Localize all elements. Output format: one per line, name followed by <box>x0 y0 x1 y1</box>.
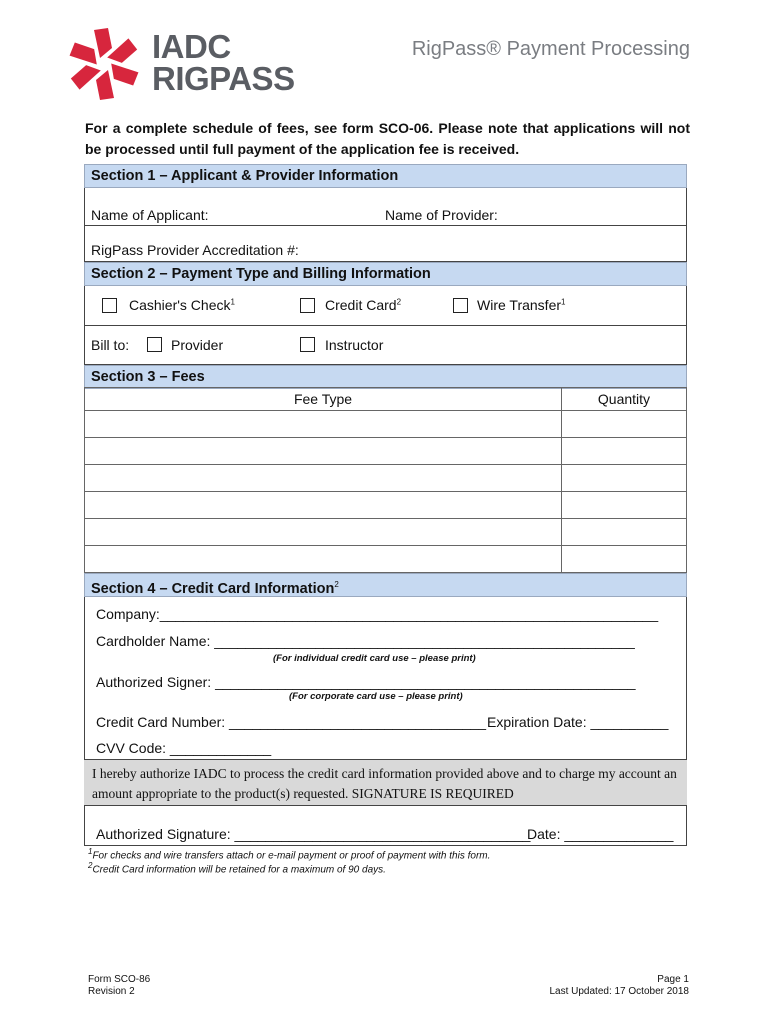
logo-text-rigpass: RIGPASS <box>152 60 295 97</box>
name-of-provider-field[interactable]: Name of Provider: <box>385 207 498 223</box>
wire-transfer-checkbox[interactable] <box>453 298 468 313</box>
signer-note: (For corporate card use – please print) <box>289 691 463 702</box>
iadc-logo-mark <box>66 26 142 102</box>
fees-row <box>85 438 687 465</box>
last-updated: Last Updated: 17 October 2018 <box>549 986 689 997</box>
footer-left <box>88 974 150 998</box>
section-2-heading: Section 2 – Payment Type and Billing Information <box>84 262 687 286</box>
bill-to-provider-label: Provider <box>171 337 224 353</box>
fee-type-cell[interactable] <box>85 519 562 546</box>
page-number: Page 1 <box>657 974 689 985</box>
quantity-column-header: Quantity <box>562 388 687 411</box>
fees-row <box>85 492 687 519</box>
fees-header-row <box>85 388 687 411</box>
section-4-heading: Section 4 – Credit Card Information$^2$ <box>84 573 687 597</box>
bill-to-instructor-label: Instructor <box>325 337 384 353</box>
intro-text: For a complete schedule of fees, see form SCO-06. Please note that applications will not be processed until full payment of the application fee is received. <box>85 120 690 157</box>
cvv-code-field[interactable]: CVV Code: _____________ <box>96 740 272 756</box>
footer-right <box>549 974 689 998</box>
document-title: RigPass® Payment Processing <box>411 38 690 60</box>
accreditation-field[interactable]: RigPass Provider Accreditation #: <box>91 242 299 258</box>
fees-row <box>85 411 687 438</box>
credit-card-number-field[interactable]: Credit Card Number: _________________________________ <box>96 714 486 730</box>
credit-card-checkbox[interactable] <box>300 298 315 313</box>
fee-type-column-header: Fee Type <box>85 388 562 411</box>
section-1-accreditation-row <box>84 226 687 262</box>
quantity-cell[interactable] <box>562 411 687 438</box>
fees-row <box>85 546 687 573</box>
signature-date-field[interactable]: Date: ______________ <box>527 826 674 842</box>
cashiers-check-label: Cashier's Check$^1$ <box>129 297 235 313</box>
fees-table <box>84 387 687 573</box>
fee-type-cell[interactable] <box>85 465 562 492</box>
fee-type-cell[interactable] <box>85 546 562 573</box>
revision-number: Revision 2 <box>88 986 135 997</box>
payment-type-row <box>84 286 687 326</box>
fee-type-cell[interactable] <box>85 438 562 465</box>
form-number: Form SCO-86 <box>88 974 151 985</box>
fees-row <box>85 465 687 492</box>
quantity-cell[interactable] <box>562 438 687 465</box>
quantity-cell[interactable] <box>562 492 687 519</box>
authorized-signature-field[interactable]: Authorized Signature: ______________________________________ <box>96 826 531 842</box>
authorization-statement: I hereby authorize IADC to process the credit card information provided above and to charge my account an amount appropriate to the product(s) requested. SIGNATURE IS REQUIRED <box>84 759 687 806</box>
footnote-2: $^2$Credit Card information will be retained for a maximum of 90 days. <box>88 861 386 876</box>
quantity-cell[interactable] <box>562 546 687 573</box>
credit-card-label: Credit Card$^2$ <box>325 297 402 313</box>
quantity-cell[interactable] <box>562 465 687 492</box>
bill-to-row <box>84 326 687 365</box>
cardholder-note: (For individual credit card use – please print) <box>273 653 476 664</box>
expiration-date-field[interactable]: Expiration Date: __________ <box>487 714 669 730</box>
bill-to-provider-checkbox[interactable] <box>147 337 162 352</box>
fee-type-cell[interactable] <box>85 411 562 438</box>
company-field[interactable]: Company:________________________________________________________________ <box>96 606 659 622</box>
cashiers-check-checkbox[interactable] <box>102 298 117 313</box>
name-of-applicant-field[interactable]: Name of Applicant: <box>91 207 209 223</box>
bill-to-label: Bill to: <box>91 337 130 353</box>
section-3-heading: Section 3 – Fees <box>84 365 687 389</box>
footnote-1: $^1$For checks and wire transfers attach or e-mail payment or proof of payment with this form. <box>88 847 491 862</box>
fees-row <box>85 519 687 546</box>
cardholder-name-field[interactable]: Cardholder Name: ______________________________________________________ <box>96 633 635 649</box>
fee-type-cell[interactable] <box>85 492 562 519</box>
bill-to-instructor-checkbox[interactable] <box>300 337 315 352</box>
section-1-name-row <box>84 188 687 226</box>
authorized-signer-field[interactable]: Authorized Signer: ______________________________________________________ <box>96 674 636 690</box>
quantity-cell[interactable] <box>562 519 687 546</box>
wire-transfer-label: Wire Transfer$^1$ <box>477 297 566 313</box>
logo-text-iadc: IADC <box>152 28 231 65</box>
section-1-heading: Section 1 – Applicant & Provider Information <box>84 164 687 188</box>
